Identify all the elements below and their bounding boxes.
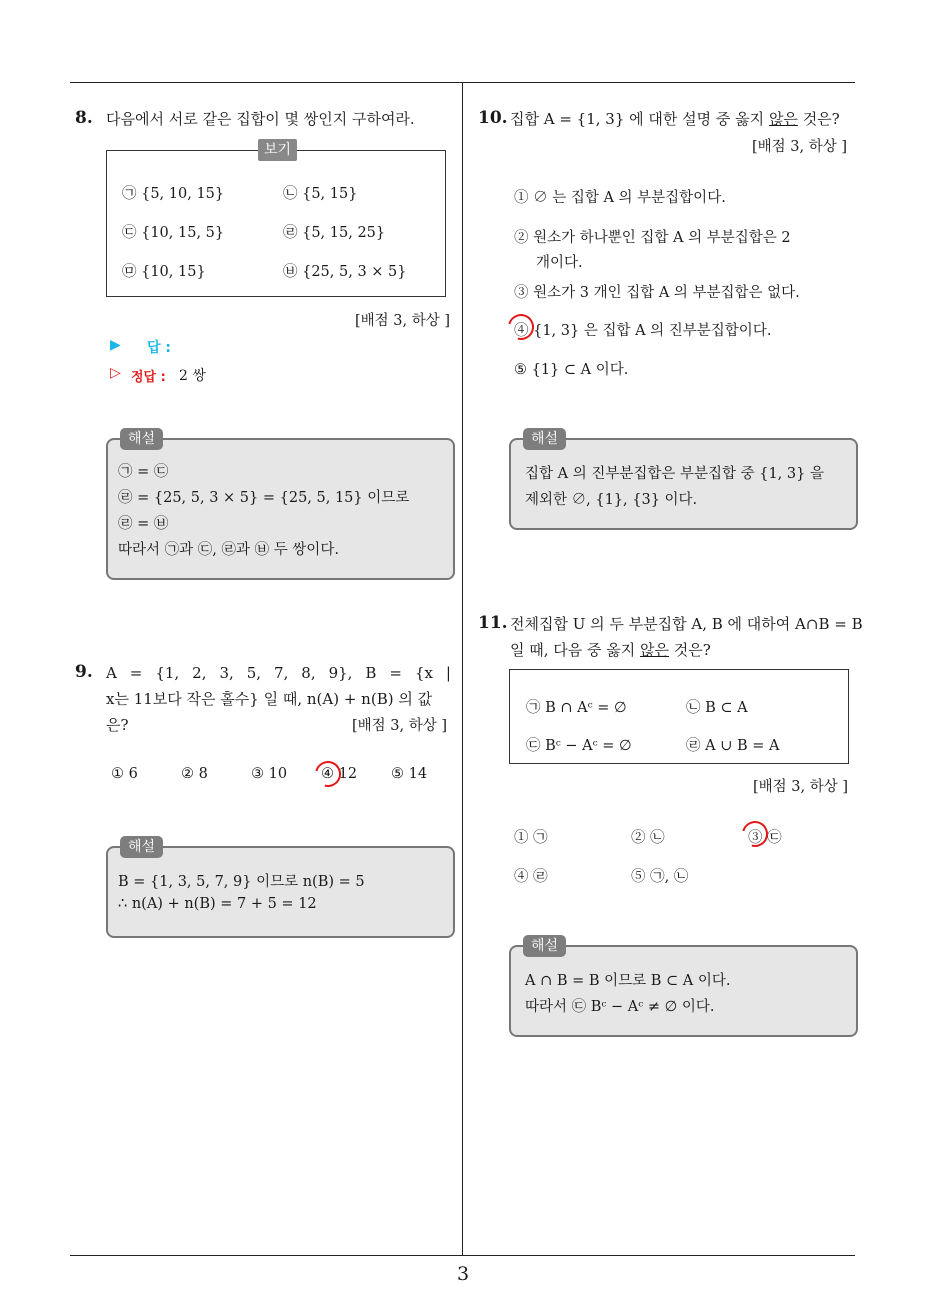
q8-correct-value: 2 쌍: [179, 368, 206, 384]
q9-choice: ④ 12: [321, 766, 358, 782]
q11-text-line: 전체집합 U 의 두 부분집합 A, B 에 대하여 A∩B = B: [510, 615, 863, 633]
q11-example-box: [509, 669, 849, 764]
q11-solution-line: 따라서 ㉢ Bᶜ − Aᶜ ≠ ∅ 이다.: [525, 999, 715, 1015]
q10-solution-line: 제외한 ∅, {1}, {3} 이다.: [525, 492, 698, 508]
q8-item: ㉤ {10, 15}: [122, 264, 206, 280]
q10-solution-box: [509, 431, 858, 530]
q11-solution-label: 해설: [523, 935, 566, 957]
q8-solution-line: ㉣ = ㉥: [118, 516, 169, 532]
q11-item: ㉢ Bᶜ − Aᶜ = ∅: [526, 738, 632, 754]
column-divider: [462, 83, 463, 1255]
q10-text: 집합 A = {1, 3} 에 대한 설명 중 옳지 않은 것은?: [510, 110, 840, 128]
q9-choice: ⑤ 14: [391, 766, 428, 782]
q9-choice: ③ 10: [251, 766, 288, 782]
bottom-rule: [70, 1255, 855, 1256]
q9-text-line: x는 11보다 작은 홀수} 일 때, n(A) + n(B) 의 값: [106, 690, 433, 708]
q8-solution-box: [106, 431, 455, 580]
q11-item: ㉡ B ⊂ A: [686, 700, 748, 716]
q10-solution-line: 집합 A 의 진부분집합은 부분집합 중 {1, 3} 을: [525, 466, 824, 482]
q11-number: 11.: [478, 613, 508, 633]
page-number: 3: [456, 1263, 470, 1285]
q8-text: 다음에서 서로 같은 집합이 몇 쌍인지 구하여라.: [106, 110, 415, 128]
q8-item: ㉣ {5, 15, 25}: [283, 225, 386, 241]
q11-choice: ① ㉠: [514, 830, 548, 846]
q11-choice: ③ ㉢: [748, 830, 782, 846]
q10-choice: ③ 원소가 3 개인 집합 A 의 부분집합은 없다.: [514, 285, 800, 301]
q11-solution-box: [509, 938, 858, 1037]
q10-solution-label: 해설: [523, 428, 566, 450]
correct-marker-icon: ▷: [110, 365, 121, 381]
q11-text-line: 일 때, 다음 중 옳지 않은 것은?: [510, 641, 711, 659]
q9-text-line: A = {1, 2, 3, 5, 7, 8, 9}, B = {x |: [106, 664, 451, 682]
q8-number: 8.: [75, 108, 93, 128]
q10-number: 10.: [478, 108, 508, 128]
q10-choice-cont: 개이다.: [536, 255, 583, 271]
q9-number: 9.: [75, 662, 93, 682]
q8-answer-label: 답 :: [147, 340, 171, 356]
q10-score: [배점 3, 하상 ]: [752, 139, 848, 155]
q9-score: [배점 3, 하상 ]: [352, 718, 448, 734]
q8-example-box: [106, 142, 446, 297]
q8-score: [배점 3, 하상 ]: [355, 313, 451, 329]
q11-choice: ④ ㉣: [514, 869, 548, 885]
q9-text-line: 은?: [106, 716, 129, 734]
q9-choice: ① 6: [111, 766, 138, 782]
q10-choice: ② 원소가 하나뿐인 집합 A 의 부분집합은 2: [514, 230, 791, 246]
q10-choice: ⑤ {1} ⊂ A 이다.: [514, 362, 629, 378]
q9-solution-line: ∴ n(A) + n(B) = 7 + 5 = 12: [118, 896, 317, 912]
q8-solution-line: ㉠ = ㉢: [118, 464, 169, 480]
q11-choice: ⑤ ㉠, ㉡: [631, 869, 689, 885]
q8-item: ㉡ {5, 15}: [283, 186, 358, 202]
q8-item: ㉠ {5, 10, 15}: [122, 186, 225, 202]
q8-solution-line: ㉣ = {25, 5, 3 × 5} = {25, 5, 15} 이므로: [118, 490, 410, 506]
q9-solution-label: 해설: [120, 836, 163, 858]
q11-solution-line: A ∩ B = B 이므로 B ⊂ A 이다.: [525, 973, 731, 989]
q8-solution-line: 따라서 ㉠과 ㉢, ㉣과 ㉥ 두 쌍이다.: [118, 542, 339, 558]
q8-box-label: 보기: [258, 139, 297, 161]
q8-correct-label: 정답 :: [131, 370, 166, 385]
q9-solution-box: [106, 839, 455, 938]
q10-choice: ④ {1, 3} 은 집합 A 의 진부분집합이다.: [514, 323, 772, 339]
q8-item: ㉥ {25, 5, 3 × 5}: [283, 264, 407, 280]
q11-score: [배점 3, 하상 ]: [753, 779, 849, 795]
q8-solution-label: 해설: [120, 428, 163, 450]
q9-choice: ② 8: [181, 766, 208, 782]
q10-choice: ① ∅ 는 집합 A 의 부분집합이다.: [514, 190, 726, 206]
answer-circle-icon: [310, 756, 346, 792]
q8-item: ㉢ {10, 15, 5}: [122, 225, 225, 241]
q11-item: ㉠ B ∩ Aᶜ = ∅: [526, 700, 627, 716]
q11-item: ㉣ A ∪ B = A: [686, 738, 780, 754]
q9-solution-line: B = {1, 3, 5, 7, 9} 이므로 n(B) = 5: [118, 874, 365, 890]
q11-choice: ② ㉡: [631, 830, 665, 846]
answer-marker-icon: ▶: [110, 337, 121, 353]
